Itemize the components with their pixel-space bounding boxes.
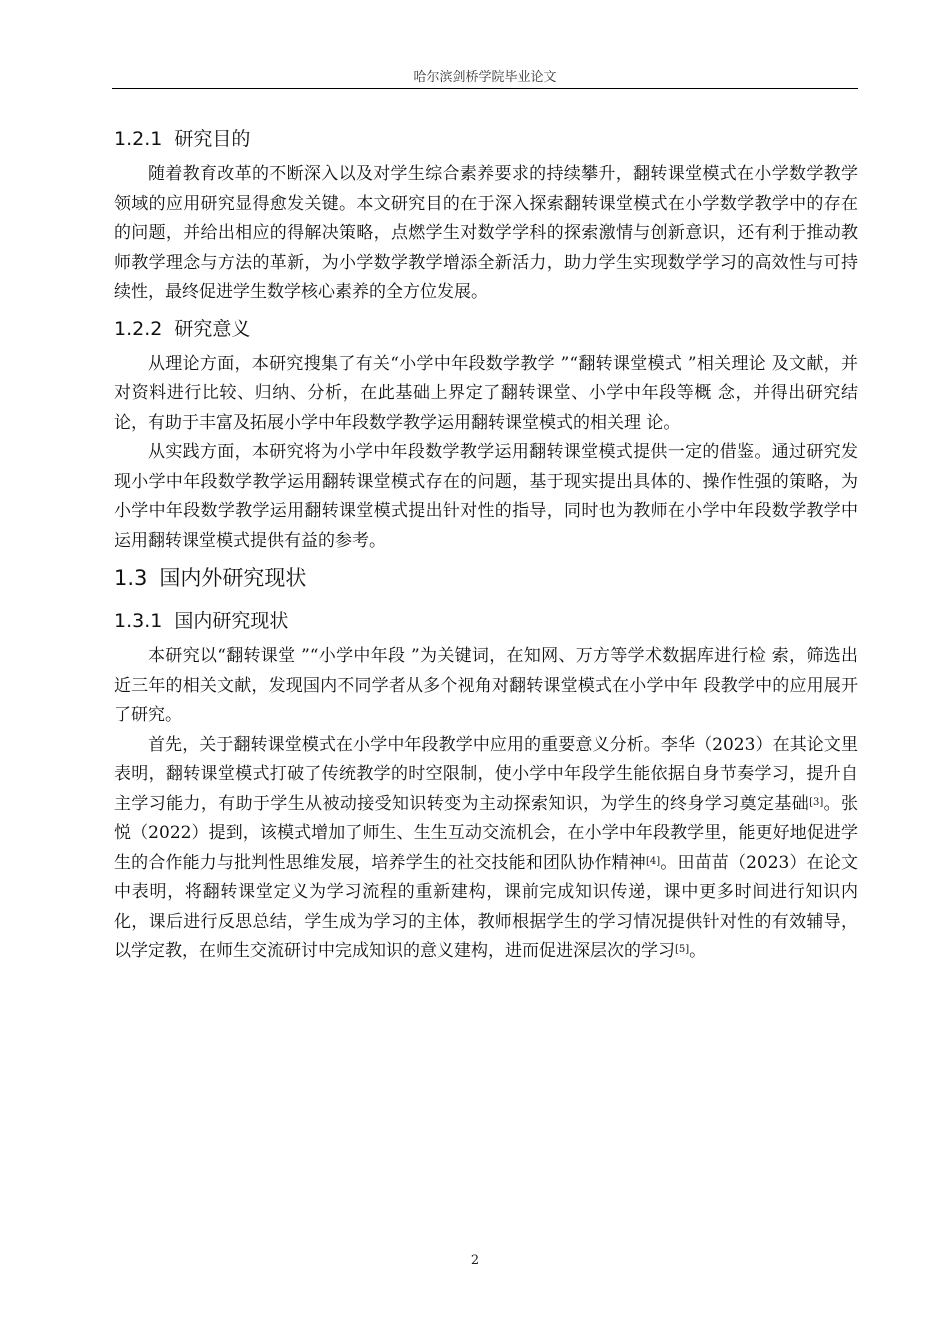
paragraph-text: 。张悦（2022）提到，该模式增加了师生、生生互动交流机会，在小学中年段教学里，能更好地促进学生的合作能力与批判性思维发展，培养学生的社交技能和团队协作精神 xyxy=(114,793,859,873)
running-header: 哈尔滨剑桥学院毕业论文 xyxy=(413,70,557,85)
paragraph-domestic-findings xyxy=(114,731,858,967)
section-heading-1-2-2 xyxy=(114,308,858,350)
section-heading-1-2-1 xyxy=(114,118,858,160)
section-heading-1-3-1 xyxy=(114,600,858,642)
paragraph-theoretical-significance: 从理论方面，本研究搜集了有关“小学中年段数学教学 ”“翻转课堂模式 ”相关理论 及文献，并对资料进行比较、归纳、分析，在此基础上界定了翻转课堂、小学中年段等概 念，并得出研究结论，有助于丰富及拓展小学中年段数学教学运用翻转课堂模式的相关理 论。 xyxy=(114,353,858,433)
citation-ref[interactable]: [4] xyxy=(645,855,661,867)
paragraph-research-purpose: 随着教育改革的不断深入以及对学生综合素养要求的持续攀升，翻转课堂模式在小学数学教学领域的应用研究显得愈发关键。本文研究目的在于深入探索翻转课堂模式在小学数学教学中的存在的问题，并给出相应的得解决策略，点燃学生对数学学科的探索激情与创新意识，还有利于推动教师教学理念与方法的革新，为小学数学教学增添全新活力，助力学生实现数学学习的高效性与可持续性，最终促进学生数学核心素养的全方位发展。 xyxy=(114,164,858,302)
section-title: 国内研究现状 xyxy=(174,610,289,632)
paragraph-practical-significance: 从实践方面，本研究将为小学中年段数学教学运用翻转课堂模式提供一定的借鉴。通过研究发现小学中年段数学教学运用翻转课堂模式存在的问题，基于现实提出具体的、操作性强的策略，为小学中年段数学教学运用翻转课堂模式提出针对性的指导，同时也为教师在小学中年段数学教学中运用翻转课堂模式提供有益的参考。 xyxy=(114,442,858,551)
citation-ref[interactable]: [3] xyxy=(809,796,824,808)
section-number: 1.3 xyxy=(114,566,148,590)
header-divider xyxy=(112,88,858,89)
section-number: 1.2.2 xyxy=(114,317,163,340)
section-number: 1.3.1 xyxy=(114,610,163,632)
page-number: 2 xyxy=(470,1253,480,1268)
page-body xyxy=(114,118,858,967)
section-title: 研究目的 xyxy=(174,128,251,150)
paragraph-text: 首先，关于翻转课堂模式在小学中年段教学中应用的重要意义分析。李华（2023）在其论文里表明，翻转课堂模式打破了传统教学的时空限制，使小学中年段学生能依据自身节奏学习，提升自主学习能力，有助于学生从被动接受知识转变为主动探索知识，为学生的终身学习奠定基础 xyxy=(114,734,858,814)
paragraph-text: 。田苗苗（2023）在论文中表明，将翻转课堂定义为学习流程的重新建构，课前完成知识传递，课中更多时间进行知识内化，课后进行反思总结，学生成为学习的主体，教师根据学生的学习情况提供针对性的有效辅导，以学定教，在师生交流研讨中完成知识的意义建构，进而促进深层次的学习 xyxy=(114,852,859,961)
paragraph-text: 。 xyxy=(689,941,707,961)
section-title: 国内外研究现状 xyxy=(159,566,307,590)
section-title: 研究意义 xyxy=(174,317,251,340)
section-heading-1-3 xyxy=(114,556,858,600)
paragraph-domestic-method: 本研究以“翻转课堂 ”“小学中年段 ”为关键词，在知网、万方等学术数据库进行检 索，筛选出近三年的相关文献，发现国内不同学者从多个视角对翻转课堂模式在小学中年 段教学中的应用展开了研究。 xyxy=(114,646,858,725)
citation-ref[interactable]: [5] xyxy=(675,944,690,955)
section-number: 1.2.1 xyxy=(114,128,163,150)
